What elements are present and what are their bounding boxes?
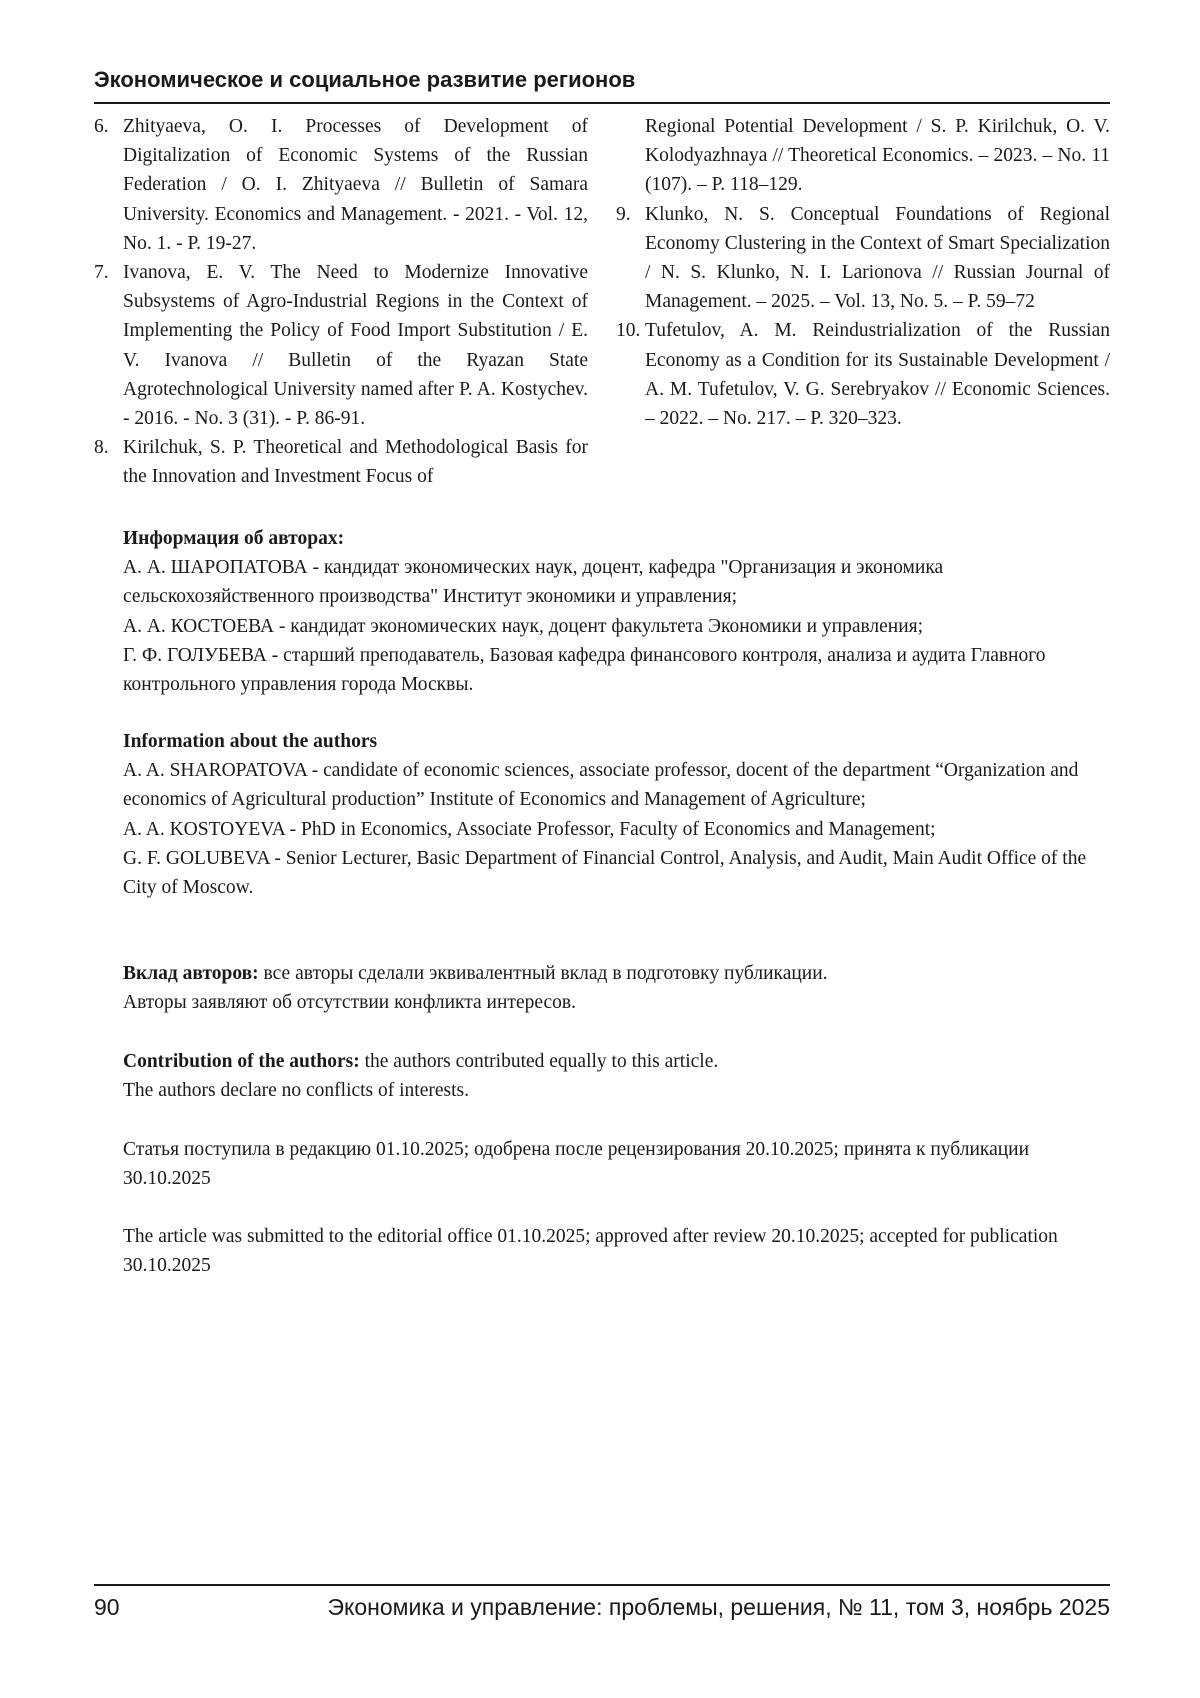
dates-en: The article was submitted to the editorial office 01.10.2025; approved after review 20.10.2025; accepted for publication 30.10.2025	[123, 1226, 1058, 1277]
author-line: A. A. KOSTOYEVA - PhD in Economics, Associate Professor, Faculty of Economics and Management;	[123, 818, 936, 840]
reference-text: Tufetulov, A. M. Reindustrialization of the Russian Economy as a Condition for its Sustainable Development / A. M. Tufetulov, V. G. Serebryakov // Economic Sciences. – 2022. – No. 217. – P. 320–323.	[645, 320, 1110, 430]
contribution-text-ru: все авторы сделали эквивалентный вклад в подготовку публикации.	[258, 963, 828, 984]
contribution-label-en: Contribution of the authors:	[123, 1051, 360, 1072]
contribution-label-ru: Вклад авторов:	[123, 963, 259, 984]
authors-info-en	[123, 727, 1093, 902]
contribution-ru	[123, 959, 1093, 1017]
author-line: G. F. GOLUBEVA - Senior Lecturer, Basic Department of Financial Control, Analysis, and Audit, Main Audit Office of the City of Moscow.	[123, 847, 1087, 899]
page-number: 90	[94, 1594, 120, 1620]
reference-number: 7.	[94, 262, 109, 284]
references-left-column	[94, 112, 588, 492]
references-right-column	[616, 112, 1110, 433]
header-rule	[94, 102, 1110, 104]
conflict-statement-en: The authors declare no conflicts of interests.	[123, 1080, 470, 1102]
reference-item	[616, 316, 1110, 433]
author-line: Г. Ф. ГОЛУБЕВА - старший преподаватель, Базовая кафедра финансового контроля, анализа и аудита Главного контрольного управления города Москвы.	[123, 644, 1046, 696]
reference-continuation: Regional Potential Development / S. P. Kirilchuk, O. V. Kolodyazhnaya // Theoretical Economics. – 2023. – No. 11 (107). – P. 118–129.	[645, 116, 1110, 196]
footer-rule	[94, 1584, 1110, 1586]
reference-text: Klunko, N. S. Conceptual Foundations of Regional Economy Clustering in the Context of Smart Specialization / N. S. Klunko, N. I. Larionova // Russian Journal of Management. – 2025. – Vol. 13, No. 5. – P. 59–72	[645, 203, 1110, 313]
contribution-text-en: the authors contributed equally to this article.	[359, 1051, 719, 1072]
reference-item	[94, 112, 588, 258]
reference-text: Kirilchuk, S. P. Theoretical and Methodological Basis for the Innovation and Investment Focus of	[123, 437, 588, 488]
authors-info-ru	[123, 524, 1093, 699]
page-footer	[94, 1592, 1110, 1622]
reference-number: 9.	[616, 203, 631, 225]
reference-number: 8.	[94, 437, 109, 459]
running-header: Экономическое и социальное развитие регионов	[94, 67, 636, 92]
author-line: А. А. ШАРОПАТОВА - кандидат экономических наук, доцент, кафедра "Организация и экономика сельскохозяйственного производства" Институт экономики и управления;	[123, 557, 944, 608]
dates-ru: Статья поступила в редакцию 01.10.2025; одобрена после рецензирования 20.10.2025; принята к публикации 30.10.2025	[123, 1139, 1030, 1190]
reference-item	[94, 433, 588, 491]
authors-heading-ru: Информация об авторах:	[123, 528, 345, 549]
conflict-statement-ru: Авторы заявляют об отсутствии конфликта интересов.	[123, 992, 576, 1014]
contribution-en	[123, 1047, 1093, 1105]
reference-number: 6.	[94, 116, 109, 137]
reference-text: Ivanova, E. V. The Need to Modernize Innovative Subsystems of Agro-Industrial Regions in the Context of Implementing the Policy of Food Import Substitution / E. V. Ivanova // Bulletin of the Ryazan State Agrotechnological University named after P. A. Kostychev. - 2016. - No. 3 (31). - P. 86-91.	[123, 262, 588, 430]
reference-text: Zhityaeva, O. I. Processes of Development of Digitalization of Economic Systems of the Russian Federation / O. I. Zhityaeva // Bulletin of Samara University. Economics and Management. - 2021. - Vol. 12, No. 1. - P. 19-27.	[123, 116, 588, 254]
reference-item	[616, 200, 1110, 317]
reference-number: 10.	[616, 320, 641, 342]
journal-issue: Экономика и управление: проблемы, решения, № 11, том 3, ноябрь 2025	[327, 1594, 1110, 1620]
reference-item	[94, 258, 588, 433]
authors-heading-en: Information about the authors	[123, 731, 378, 752]
author-line: A. A. SHAROPATOVA - candidate of economic sciences, associate professor, docent of the department “Organization and economics of Agricultural production” Institute of Economics and Management of Agriculture;	[123, 760, 1079, 811]
author-line: А. А. КОСТОЕВА - кандидат экономических наук, доцент факультета Экономики и управления;	[123, 615, 924, 637]
